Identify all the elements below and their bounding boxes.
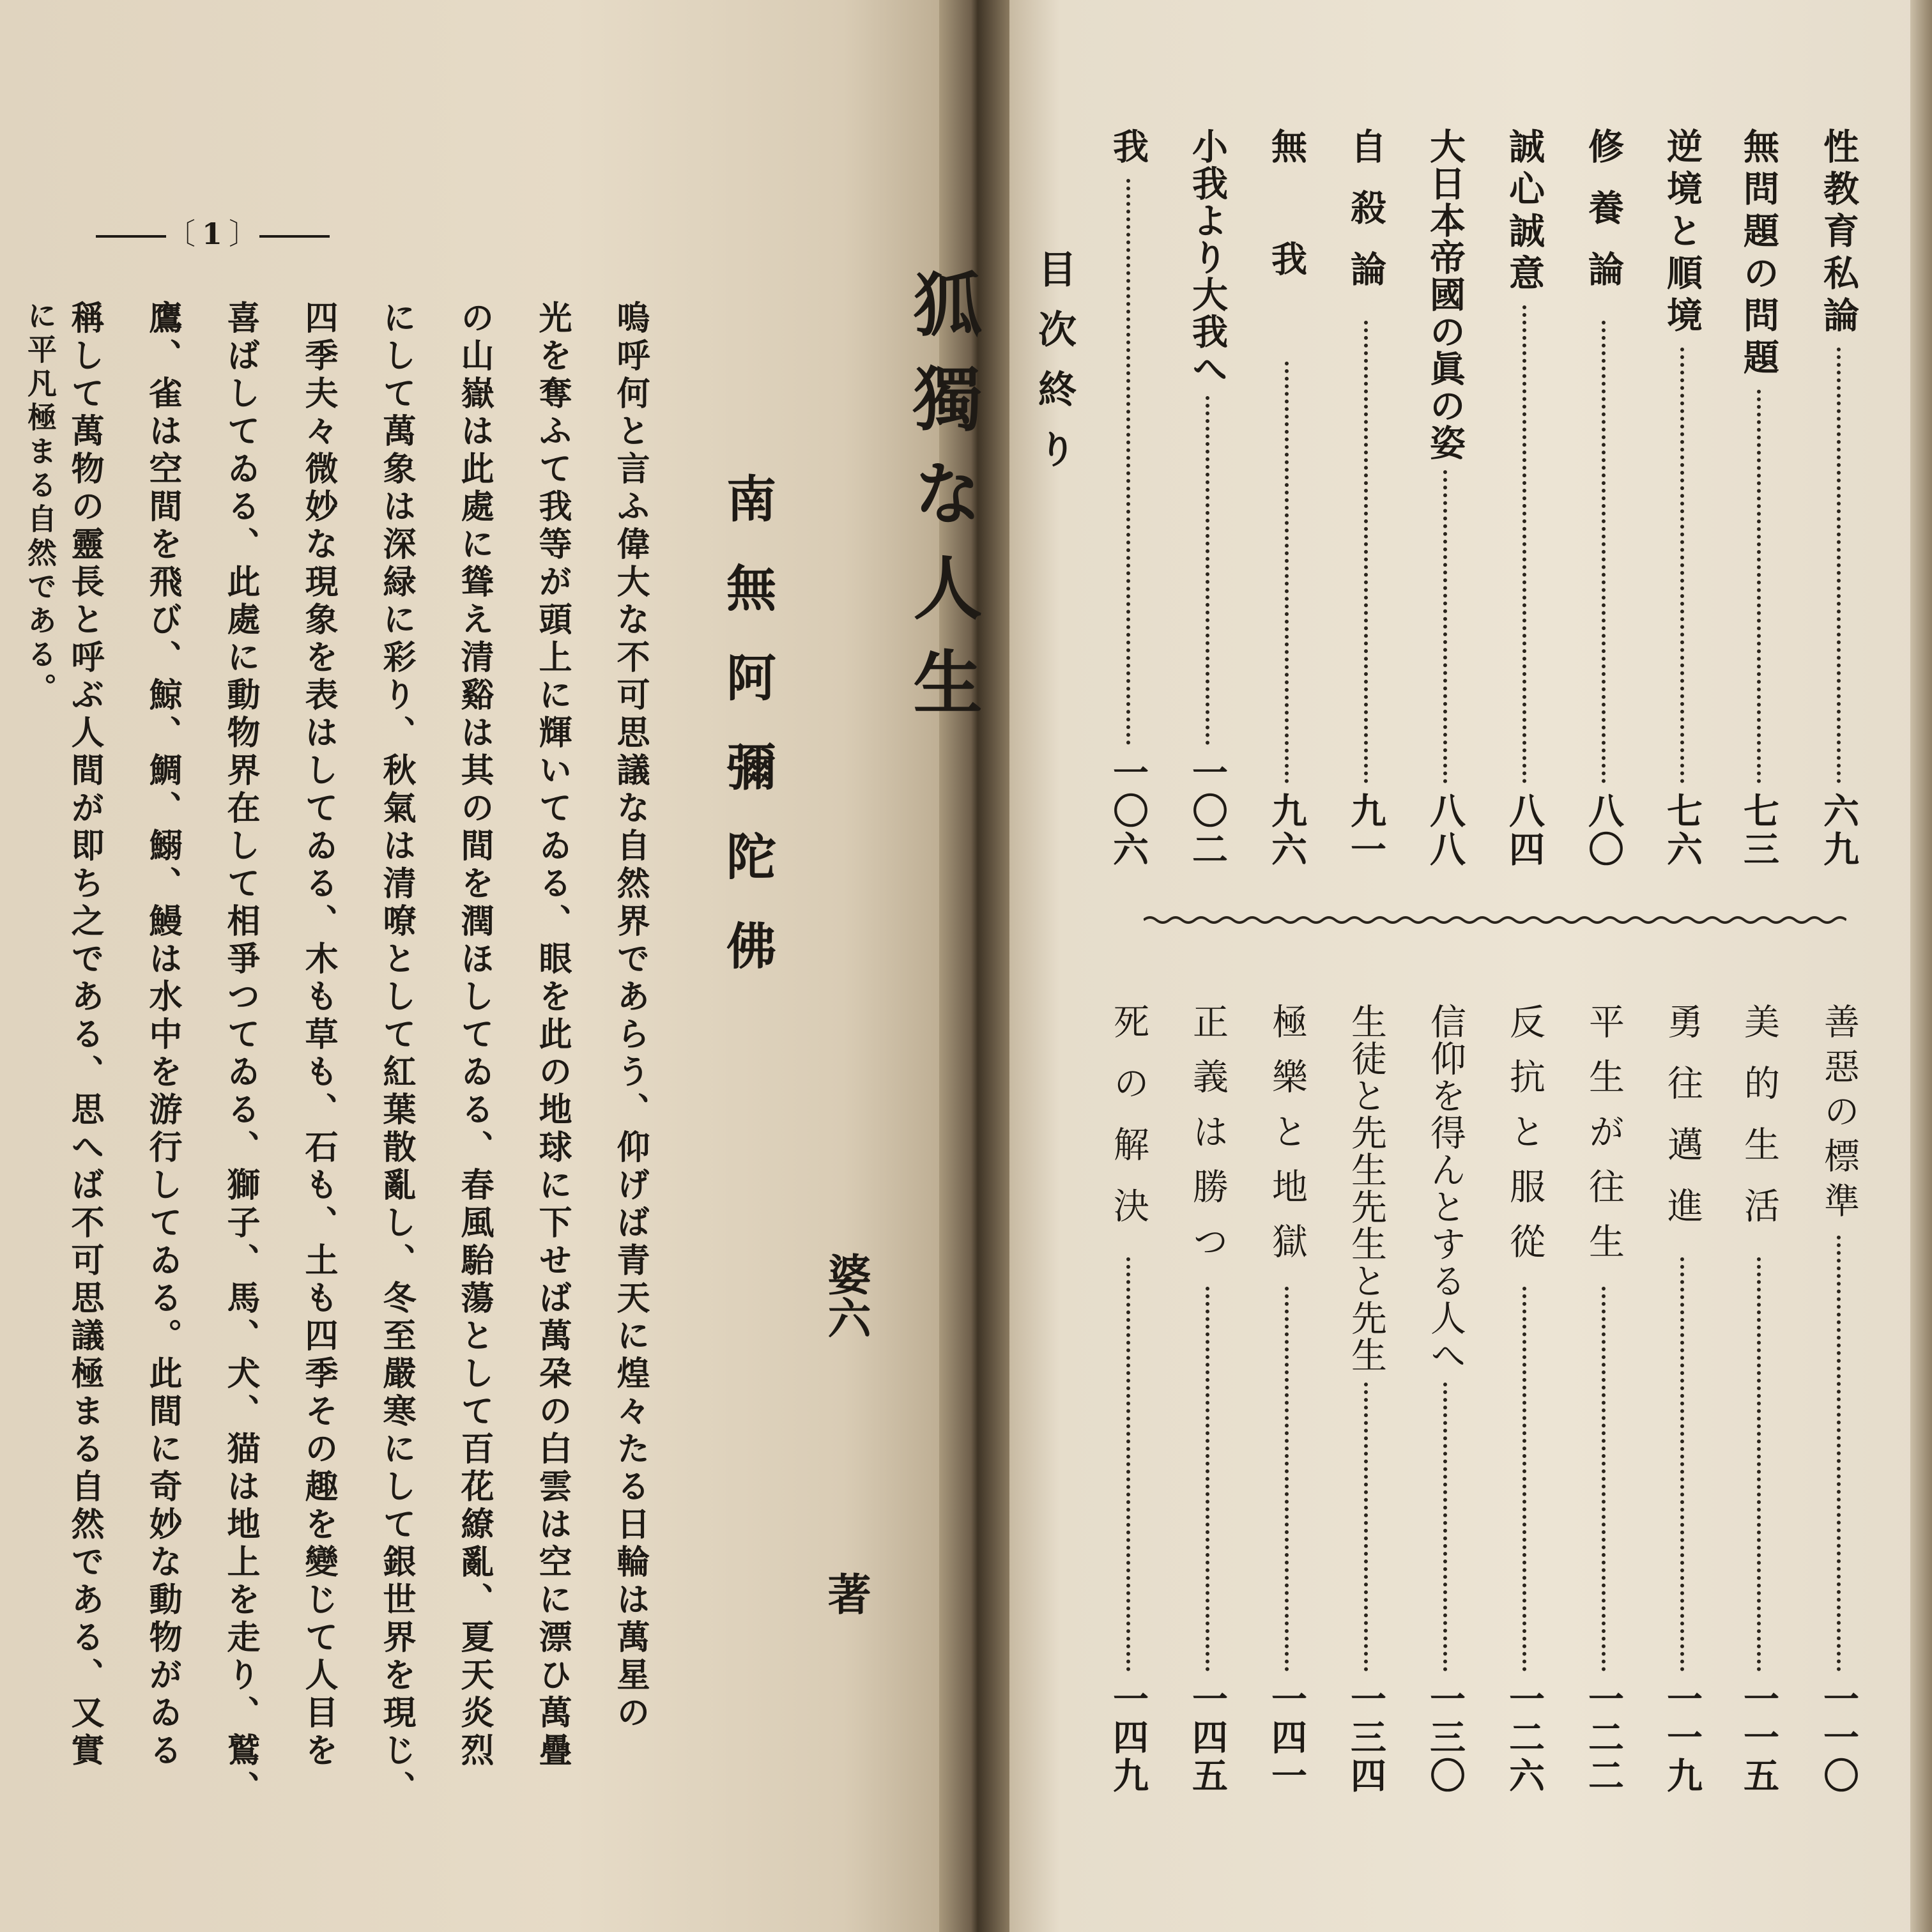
toc-leader <box>1757 390 1761 783</box>
toc-entry-page: 九一 <box>1345 792 1387 869</box>
toc-entry-title: 我 <box>1107 128 1149 170</box>
toc-entry-page: 一一九 <box>1661 1680 1703 1795</box>
toc-entry <box>1345 128 1387 869</box>
section-heading: 南無阿彌陀佛 <box>718 473 776 1009</box>
toc-entry-page: 一〇二 <box>1186 754 1229 869</box>
toc-entry <box>1818 1003 1860 1795</box>
toc-entry <box>1186 1003 1229 1795</box>
toc-entry-page: 一三四 <box>1345 1680 1387 1795</box>
toc-entry <box>1107 1003 1149 1795</box>
toc-entry-page: 六九 <box>1818 792 1860 869</box>
toc-entry-page: 一三〇 <box>1424 1680 1466 1795</box>
toc-entry-title: 無問題の問題 <box>1738 128 1780 381</box>
paragraph-line: 光を奪ふて我等が頭上に輝いてゐる、眼を此の地球に下せば萬朶の白雲は空に漂ひ萬疊 <box>533 300 572 1770</box>
toc-entry-page: 一四一 <box>1266 1680 1308 1795</box>
paragraph-line: 稱して萬物の靈長と呼ぶ人間が即ち之である、思へば不可思議極まる自然である、又實 <box>65 300 104 1770</box>
toc-entry <box>1738 128 1780 869</box>
page-number-rule-left <box>96 235 166 238</box>
toc-entry <box>1738 1003 1780 1795</box>
toc-entry-title: 平生が往生 <box>1583 1003 1625 1278</box>
toc-leader <box>1602 321 1606 783</box>
toc-entry <box>1661 1003 1703 1795</box>
toc-entry-page: 一四五 <box>1186 1680 1229 1795</box>
book-edge <box>1910 0 1932 1932</box>
toc-leader <box>1126 1257 1130 1671</box>
toc-leader <box>1757 1257 1761 1671</box>
toc-entry <box>1503 1003 1545 1795</box>
toc-entry-title: 善惡の標準 <box>1818 1003 1860 1227</box>
toc-entry-title: 勇往邁進 <box>1662 1003 1703 1248</box>
toc-entry <box>1266 1003 1308 1795</box>
toc-entry <box>1661 128 1703 869</box>
toc-entry-page: 一一〇 <box>1818 1680 1860 1795</box>
toc-entry-page: 八四 <box>1503 792 1545 869</box>
page-number-rule-right <box>259 235 330 238</box>
toc-entry-page: 一〇六 <box>1107 754 1149 869</box>
toc-entry-title: 信仰を得んとする人へ <box>1425 1003 1466 1374</box>
toc-entry <box>1818 128 1860 869</box>
toc-entry-title: 無我 <box>1266 128 1308 353</box>
toc-entry-title: 自殺論 <box>1345 128 1387 312</box>
toc-leader <box>1285 362 1289 783</box>
author-suffix: 著 <box>820 1572 871 1615</box>
toc-entry-title: 美的生活 <box>1738 1003 1780 1248</box>
paragraph-line: の山嶽は此處に聳え清谿は其の間を潤ほしてゐる、春風駘蕩として百花繚亂、夏天炎烈 <box>455 300 494 1770</box>
toc-entry-page: 八八 <box>1424 792 1466 869</box>
toc-leader <box>1206 1287 1209 1671</box>
author-name: 婆六 <box>820 1252 871 1339</box>
toc-leader <box>1126 179 1130 745</box>
toc-leader <box>1206 396 1209 745</box>
left-page <box>0 0 958 1932</box>
toc-entry-title: 大日本帝國の眞の姿 <box>1424 128 1466 461</box>
toc-entry-page: 九六 <box>1266 792 1308 869</box>
toc-entry <box>1266 128 1308 869</box>
toc-entry-title: 性教育私論 <box>1818 128 1860 339</box>
toc-entry-page: 八〇 <box>1583 792 1625 869</box>
toc-entry-page: 七三 <box>1738 792 1780 869</box>
toc-entry-page: 一四九 <box>1107 1680 1149 1795</box>
paragraph-line: 鷹、雀は空間を飛び、鯨、鯛、鰯、鰻は水中を游行してゐる。此間に奇妙な動物がゐる <box>143 300 182 1770</box>
toc-entry-title: 極樂と地獄 <box>1266 1003 1308 1278</box>
paragraph-line: 喜ばしてゐる、此處に動物界在して相爭つてゐる、獅子、馬、犬、猫は地上を走り、鷲、 <box>221 300 260 1808</box>
toc-leader <box>1680 348 1684 783</box>
toc-entry <box>1186 128 1229 869</box>
toc-entry-title: 小我より大我へ <box>1186 128 1229 387</box>
toc-leader <box>1364 321 1368 783</box>
toc-leader <box>1443 1383 1447 1671</box>
paragraph-line: 四季夫々微妙な現象を表はしてゐる、木も草も、石も、土も四季その趣を變じて人目を <box>299 300 338 1770</box>
toc-entry <box>1583 128 1625 869</box>
toc-entry <box>1107 128 1149 869</box>
toc-entry-title: 誠心誠意 <box>1503 128 1545 296</box>
toc-entry-title: 逆境と順境 <box>1661 128 1703 339</box>
toc-leader <box>1837 348 1841 783</box>
page-number-value: 1 <box>202 217 224 251</box>
toc-entry-title: 正義は勝つ <box>1187 1003 1229 1278</box>
toc-leader <box>1364 1383 1368 1671</box>
page-number: 〔 1 〕 <box>96 211 330 253</box>
toc-entry <box>1503 128 1545 869</box>
toc-entry-page: 一二二 <box>1583 1680 1625 1795</box>
toc-leader <box>1443 470 1447 783</box>
toc-leader <box>1837 1236 1841 1671</box>
toc-entry <box>1583 1003 1625 1795</box>
paragraph-line: にして萬象は深緑に彩り、秋氣は清嘹として紅葉散亂し、冬至嚴寒にして銀世界を現じ、 <box>377 300 416 1808</box>
toc-entry-title: 死の解決 <box>1108 1003 1149 1248</box>
toc-leader <box>1602 1287 1606 1671</box>
toc-entry-page: 一一五 <box>1738 1680 1780 1795</box>
toc-leader <box>1285 1287 1289 1671</box>
toc-end-label: 目次終り <box>1032 249 1077 489</box>
book-title: 狐獨な人生 <box>901 268 982 741</box>
toc-entry <box>1345 1003 1387 1795</box>
toc-entry-title: 反抗と服從 <box>1504 1003 1545 1278</box>
toc-entry-page: 一二六 <box>1503 1680 1545 1795</box>
wavy-divider <box>1144 914 1846 926</box>
toc-entry-title: 修養論 <box>1583 128 1625 312</box>
toc-entry-title: 生徒と先生先生と先生 <box>1346 1003 1387 1374</box>
toc-leader <box>1680 1257 1684 1671</box>
toc-leader <box>1522 305 1526 783</box>
right-page <box>984 0 1932 1932</box>
paragraph-line: 嗚呼何と言ふ偉大な不可思議な自然界であらう、仰げば青天に煌々たる日輪は萬星の <box>611 300 650 1733</box>
toc-entry-page: 七六 <box>1661 792 1703 869</box>
paragraph-line: に平凡極まる自然である。 <box>23 300 57 707</box>
toc-entry <box>1424 128 1466 869</box>
toc-leader <box>1522 1287 1526 1671</box>
toc-entry <box>1424 1003 1466 1795</box>
